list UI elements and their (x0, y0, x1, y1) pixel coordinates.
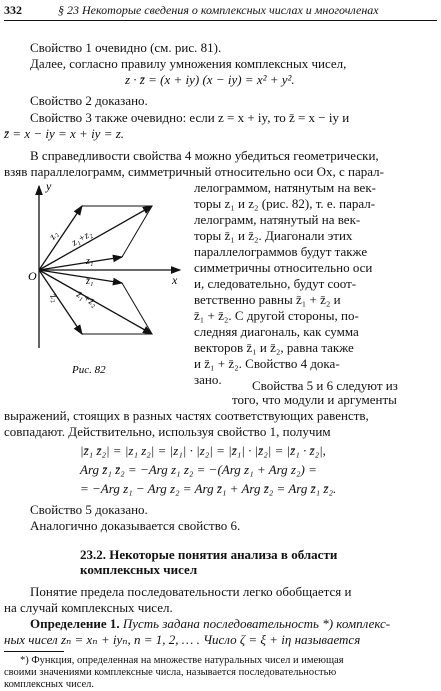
text-line: совпадают. Действительно, используя свойство 1, получим (4, 424, 331, 439)
text-line: Свойства 5 и 6 следуют из (252, 378, 398, 393)
footnote-line: комплексных чисел. (4, 679, 95, 690)
text-line: лелограммом, натянутым на век- (194, 180, 376, 195)
formula: z · z̄ = (x + iy) (x − iy) = x² + y². (125, 72, 295, 87)
figure-caption: Рис. 82 (72, 364, 106, 376)
text-line: на случай комплексных чисел. (4, 600, 173, 615)
text-line: следняя диагональ, как сумма (194, 324, 359, 339)
text-line: Свойство 2 доказано. (30, 93, 148, 108)
section-heading: 23.2. Некоторые понятия анализа в области (80, 547, 338, 562)
text-line: зано. (194, 372, 222, 387)
text-line: В справедливости свойства 4 можно убедиться геометрически, (30, 148, 379, 163)
text-line: взяв параллелограмм, симметричный относительно оси Ox, с парал- (4, 164, 384, 179)
text-line: торы z̄₁ и z̄₂. Диагонали этих (194, 228, 353, 243)
header-rule (4, 20, 437, 21)
text-line: и, следовательно, будут соот- (194, 276, 357, 291)
label-cz1z2: z̄₁+z̄₂ (74, 289, 99, 310)
text-line: z̄₁ + z̄₂. С другой стороны, по- (194, 308, 359, 323)
running-title: § 23 Некоторые сведения о комплексных числах и многочленах (58, 3, 379, 17)
label-cz1: z̄₁ (86, 276, 94, 287)
footnote-line: своими значениями комплексные числа, называется последовательностью (4, 667, 337, 678)
label-z1: z₁ (86, 256, 94, 267)
text-line: Далее, согласно правилу умножения комплексных чисел, (30, 56, 347, 71)
text-line: Аналогично доказывается свойство 6. (30, 518, 241, 533)
formula: z̄ = x − iy = x + iy = z. (4, 126, 125, 141)
text-line: выражений, стоящих в разных частях соответствующих равенств, (4, 408, 369, 423)
label-o: O (28, 269, 37, 283)
definition-label: Определение 1. (30, 616, 120, 631)
label-x: x (172, 273, 178, 287)
definition-text: ных чисел zₙ = xₙ + iyₙ, n = 1, 2, … . Число ζ = ξ + iη называется (4, 632, 361, 647)
label-cz2: z̄₂ (47, 292, 61, 304)
page-number: 332 (4, 3, 22, 17)
formula: Arg z̄₁ z̄₂ = −Arg z₁ z₂ = −(Arg z₁ + Arg z₂) = (80, 462, 317, 477)
text-line: торы z₁ и z₂ (рис. 82), т. е. парал- (194, 196, 376, 211)
footnote-line: *) Функция, определенная на множестве натуральных чисел и имеющая (20, 655, 344, 666)
section-heading: комплексных чисел (80, 562, 198, 577)
definition-text: Пусть задана последовательность *) комплекс- (119, 616, 391, 631)
formula: = −Arg z₁ − Arg z₂ = Arg z̄₁ + Arg z̄₂ = Arg z̄₁ z̄₂. (80, 481, 337, 496)
text-line: того, что модули и аргументы (232, 392, 397, 407)
text-line: лелограмм, натянутый на век- (194, 212, 361, 227)
text-line: Свойство 3 также очевидно: если z = x + iy, то z̄ = x − iy и (30, 110, 350, 125)
label-z1z2: z₁+z₂ (70, 228, 95, 249)
text-line: Свойство 1 очевидно (см. рис. 81). (30, 40, 222, 55)
formula: |z̄₁ z̄₂| = |z₁ z₂| = |z₁| · |z₂| = |z̄₁| · |z̄₂| = |z̄₁ · z̄₂|, (80, 443, 326, 458)
text-line: параллелограммов будут также (194, 244, 368, 259)
text-line: ветственно равны z̄₁ + z̄₂ и (194, 292, 341, 307)
label-z2: z₂ (47, 229, 61, 242)
footnote-rule (4, 651, 64, 652)
text-line: векторов z̄₁ и z̄₂, равна также (194, 340, 354, 355)
text-line: Свойство 5 доказано. (30, 502, 148, 517)
text-line: Понятие предела последовательности легко обобщается и (30, 584, 352, 599)
figure-82 (2, 178, 184, 378)
label-y: y (46, 179, 52, 193)
text-line: и z̄₁ + z̄₂. Свойство 4 дока- (194, 356, 340, 371)
text-line: симметричны относительно оси (194, 260, 373, 275)
